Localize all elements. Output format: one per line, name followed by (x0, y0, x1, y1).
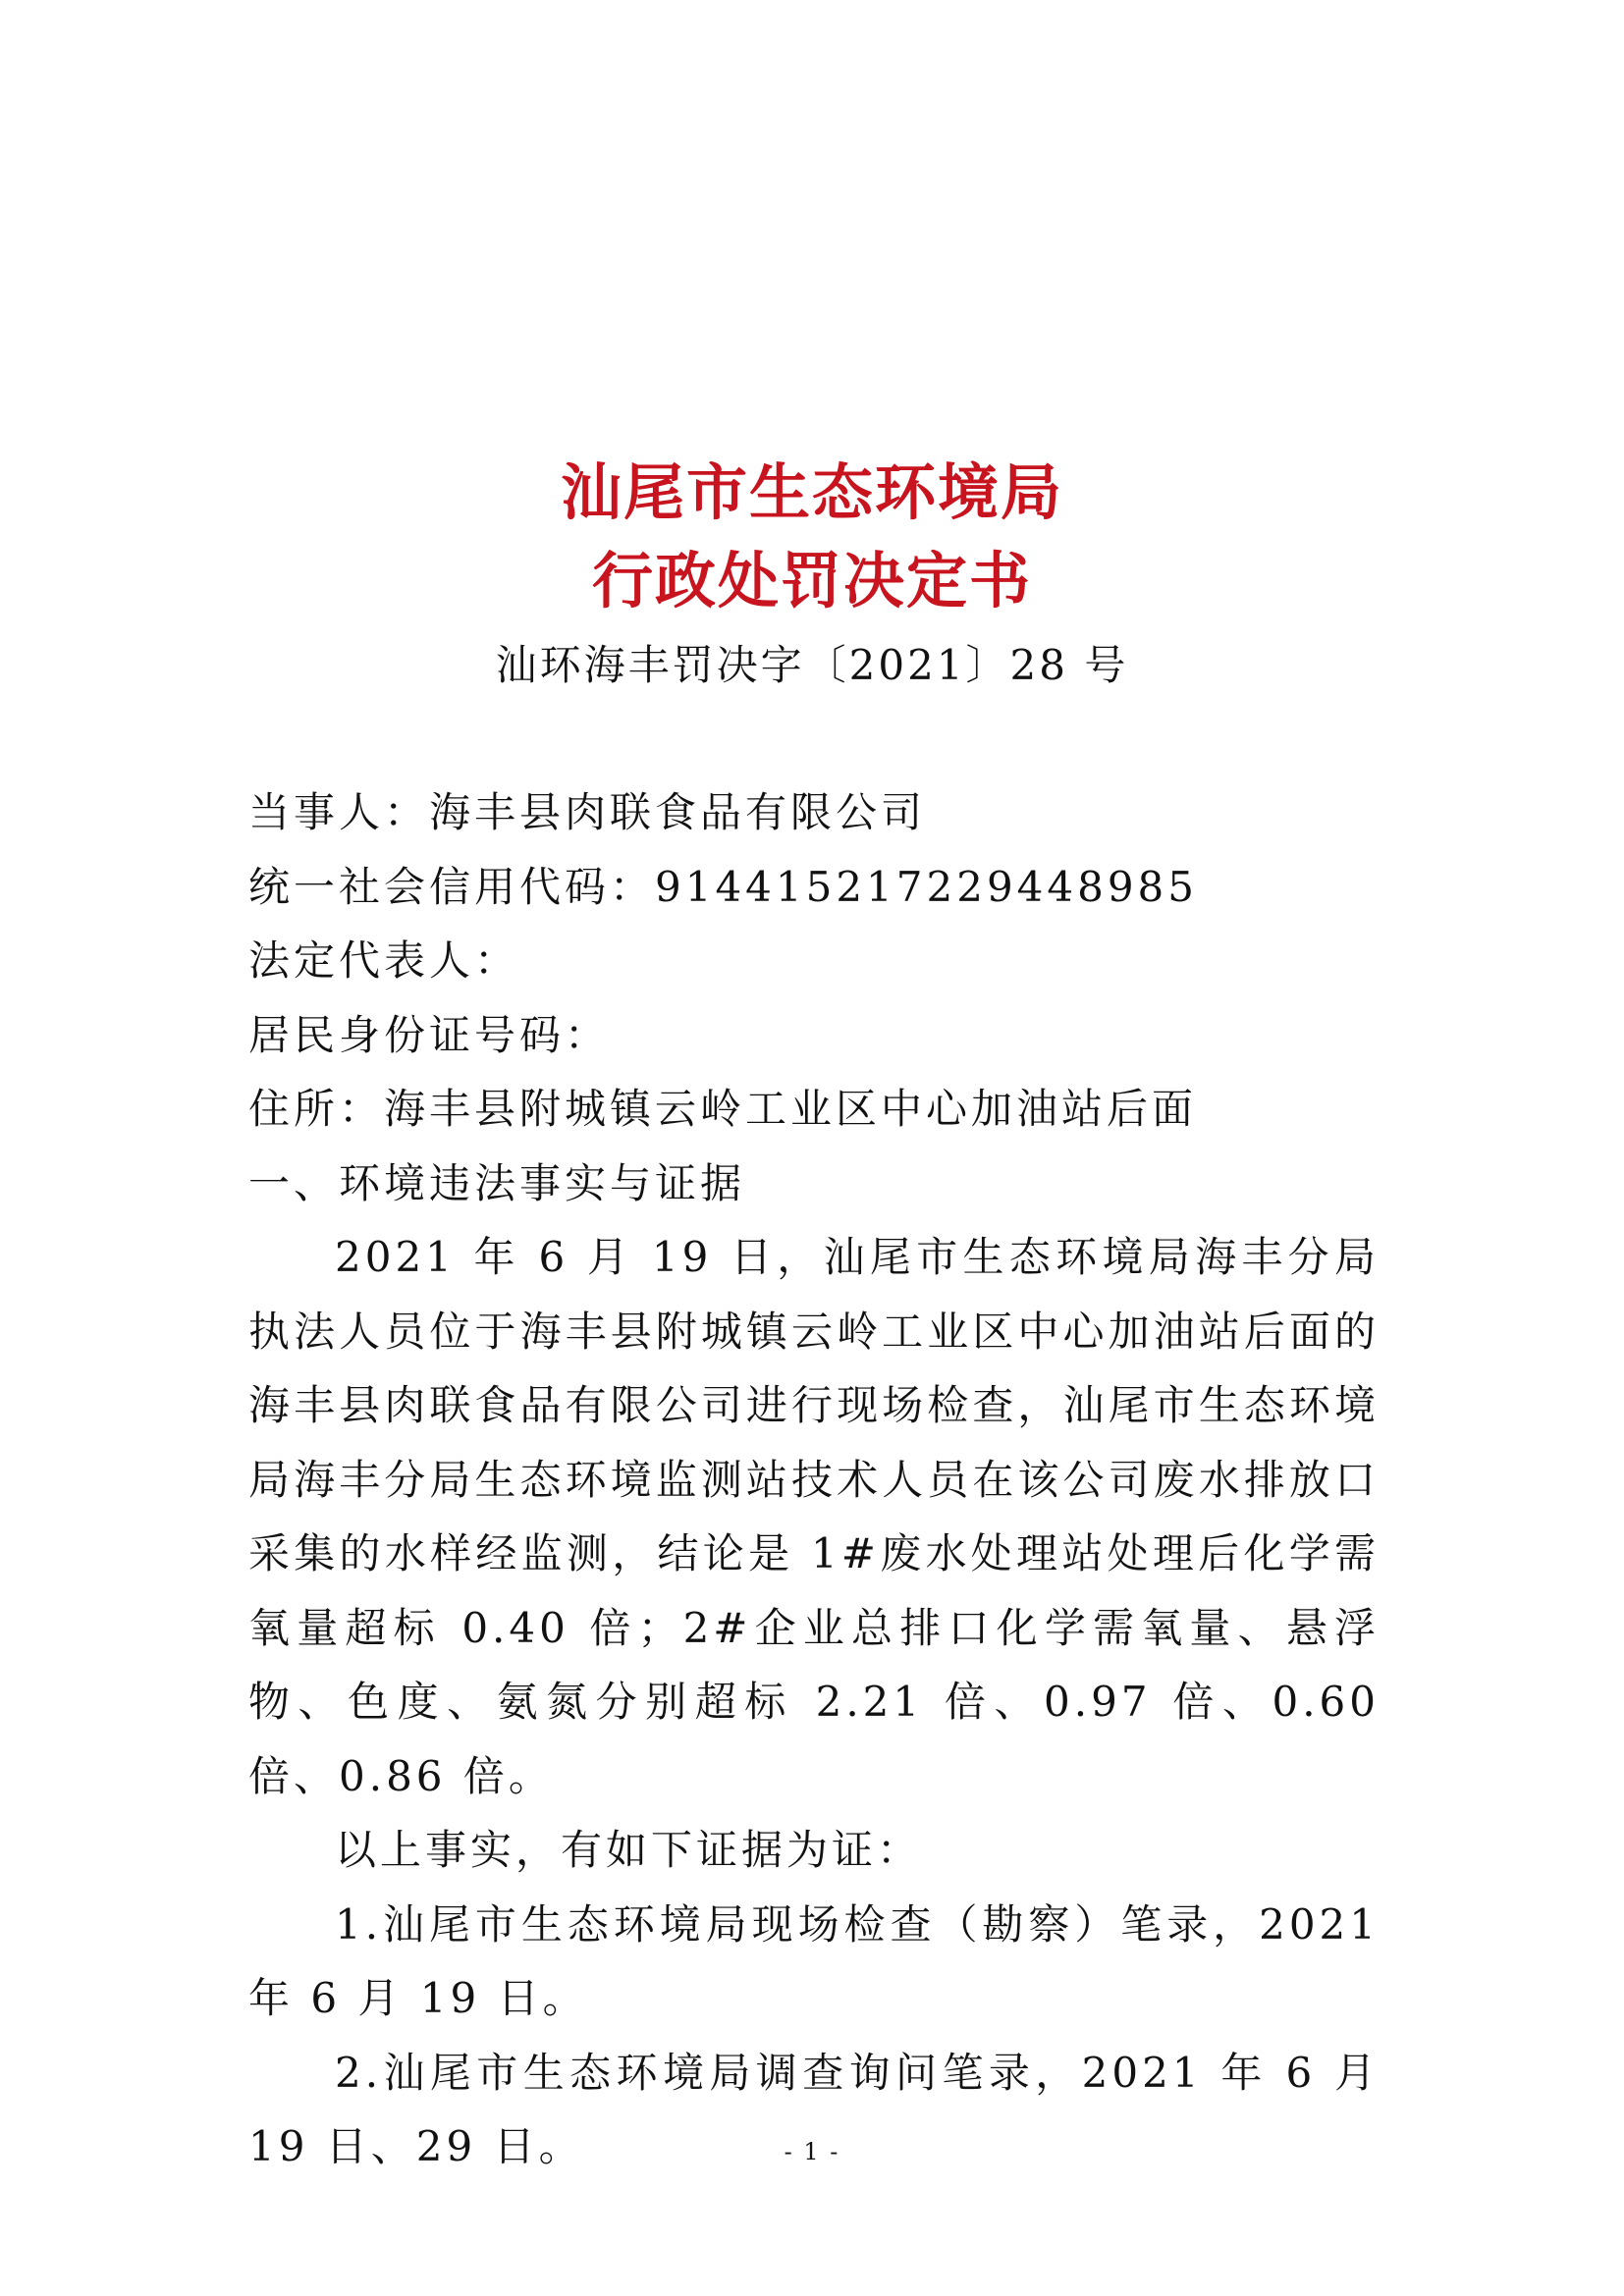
party-legal-representative: 法定代表人： (248, 936, 520, 985)
document-body (248, 775, 1380, 2184)
section-heading: 一、环境违法事实与证据 (248, 1158, 746, 1207)
party-credit-code: 统一社会信用代码：914415217229448985 (248, 862, 1198, 911)
page-number: - 1 - (784, 2138, 840, 2165)
evidence-intro-paragraph: 以上事实，有如下证据为证： (335, 1826, 923, 1874)
document-number: 汕环海丰罚决字〔2021〕28 号 (495, 641, 1129, 689)
evidence-item-2: 2.汕尾市生态环境局调查询问笔录，2021 年 6 月 19 日、29 日。 (248, 2048, 1380, 2170)
document-title-type: 行政处罚决定书 (591, 545, 1032, 616)
violation-facts-paragraph: 2021 年 6 月 19 日，汕尾市生态环境局海丰分局执法人员位于海丰县附城镇云岭工业区中心加油站后面的海丰县肉联食品有限公司进行现场检查，汕尾市生态环境局海丰分局生态环境监测站技术人员在该公司废水排放口采集的水样经监测，结论是 1#废水处理站处理后化学需氧量超标 0.40 倍；2#企业总排口化学需氧量、悬浮物、色度、氨氮分别超标 2.21 倍、0.97 倍、0.60 倍、0.86 倍。 (248, 1233, 1380, 1800)
party-id-number: 居民身份证号码： (248, 1010, 611, 1059)
party-address: 住所：海丰县附城镇云岭工业区中心加油站后面 (248, 1085, 1198, 1133)
evidence-item-1: 1.汕尾市生态环境局现场检查（勘察）笔录，2021 年 6 月 19 日。 (248, 1899, 1380, 2022)
party-name: 当事人：海丰县肉联食品有限公司 (248, 788, 927, 836)
document-title-agency: 汕尾市生态环境局 (560, 456, 1063, 528)
